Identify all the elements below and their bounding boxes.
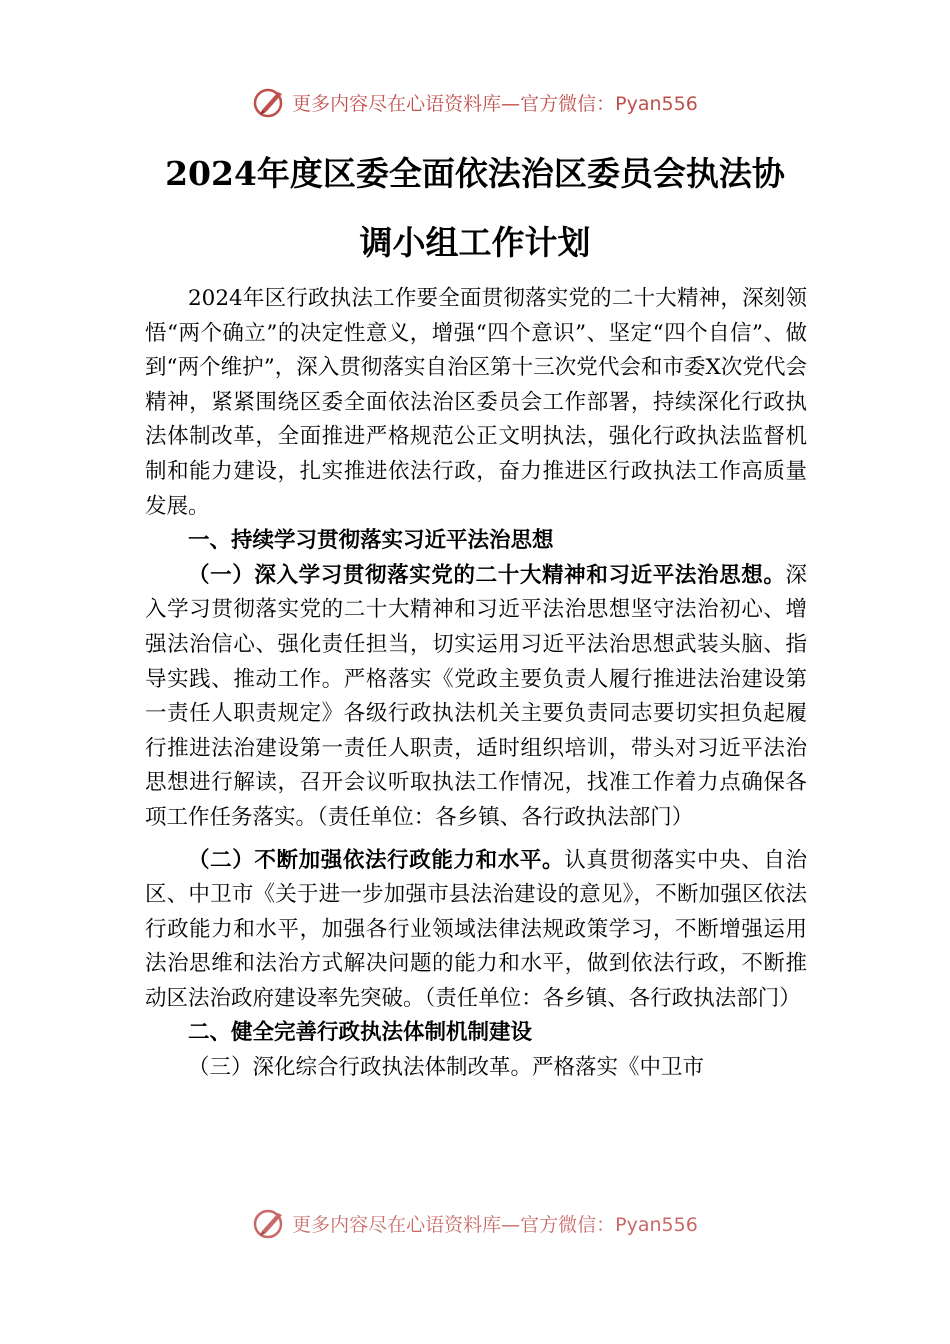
section1-heading: 一、持续学习贯彻落实习近平法治思想 [188, 528, 554, 554]
item2-lead: （二）不断加强依法行政能力和水平。 [188, 847, 565, 873]
watermark-bottom [0, 1203, 950, 1243]
watermark-top [0, 82, 950, 122]
pen-logo-icon [252, 1205, 288, 1241]
watermark-text: 更多内容尽在心语资料库—官方微信：Pyan556 [292, 1213, 698, 1236]
pen-logo-icon [252, 84, 288, 120]
watermark-text: 更多内容尽在心语资料库—官方微信：Pyan556 [292, 92, 698, 115]
document-title-line1: 2024年度区委全面依法治区委员会执法协 [165, 154, 785, 193]
item1-paragraph [145, 559, 807, 836]
item2-body: 认真贯彻落实中央、自治区、中卫市《关于进一步加强市县法治建设的意见》，不断加强区依法行政能力和水平，加强各行业领域法律法规政策学习，不断增强运用法治思维和法治方式解决问题的能力和水平，做到依法行政，不断推动区法治政府建设率先突破。（责任单位：各乡镇、各行政执法部门） [145, 847, 807, 1011]
section2-heading: 二、健全完善行政执法体制机制建设 [188, 1020, 533, 1046]
document-body [145, 282, 807, 1086]
item2-paragraph [145, 844, 807, 1017]
item1-lead: （一）深入学习贯彻落实党的二十大精神和习近平法治思想。 [188, 562, 786, 588]
intro-paragraph: 2024年区行政执法工作要全面贯彻落实党的二十大精神，深刻领悟“两个确立”的决定性意义，增强“四个意识”、坚定“四个自信”、做到“两个维护”，深入贯彻落实自治区第十三次党代会和市委X次党代会精神，紧紧围绕区委全面依法治区委员会工作部署，持续深化行政执法体制改革，全面推进严格规范公正文明执法，强化行政执法监督机制和能力建设，扎实推进依法行政，奋力推进区行政执法工作高质量发展。 [145, 286, 807, 519]
document-title-line2: 调小组工作计划 [359, 223, 591, 262]
item1-body: 深入学习贯彻落实党的二十大精神和习近平法治思想坚守法治初心、增强法治信心、强化责任担当，切实运用习近平法治思想武装头脑、指导实践、推动工作。严格落实《党政主要负责人履行推进法治建设第一责任人职责规定》各级行政执法机关主要负责同志要切实担负起履行推进法治建设第一责任人职责，适时组织培训，带头对习近平法治思想进行解读，召开会议听取执法工作情况，找准工作着力点确保各项工作任务落实。（责任单位：各乡镇、各行政执法部门） [145, 562, 807, 830]
item3-paragraph: （三）深化综合行政执法体制改革。严格落实《中卫市 [188, 1055, 705, 1081]
